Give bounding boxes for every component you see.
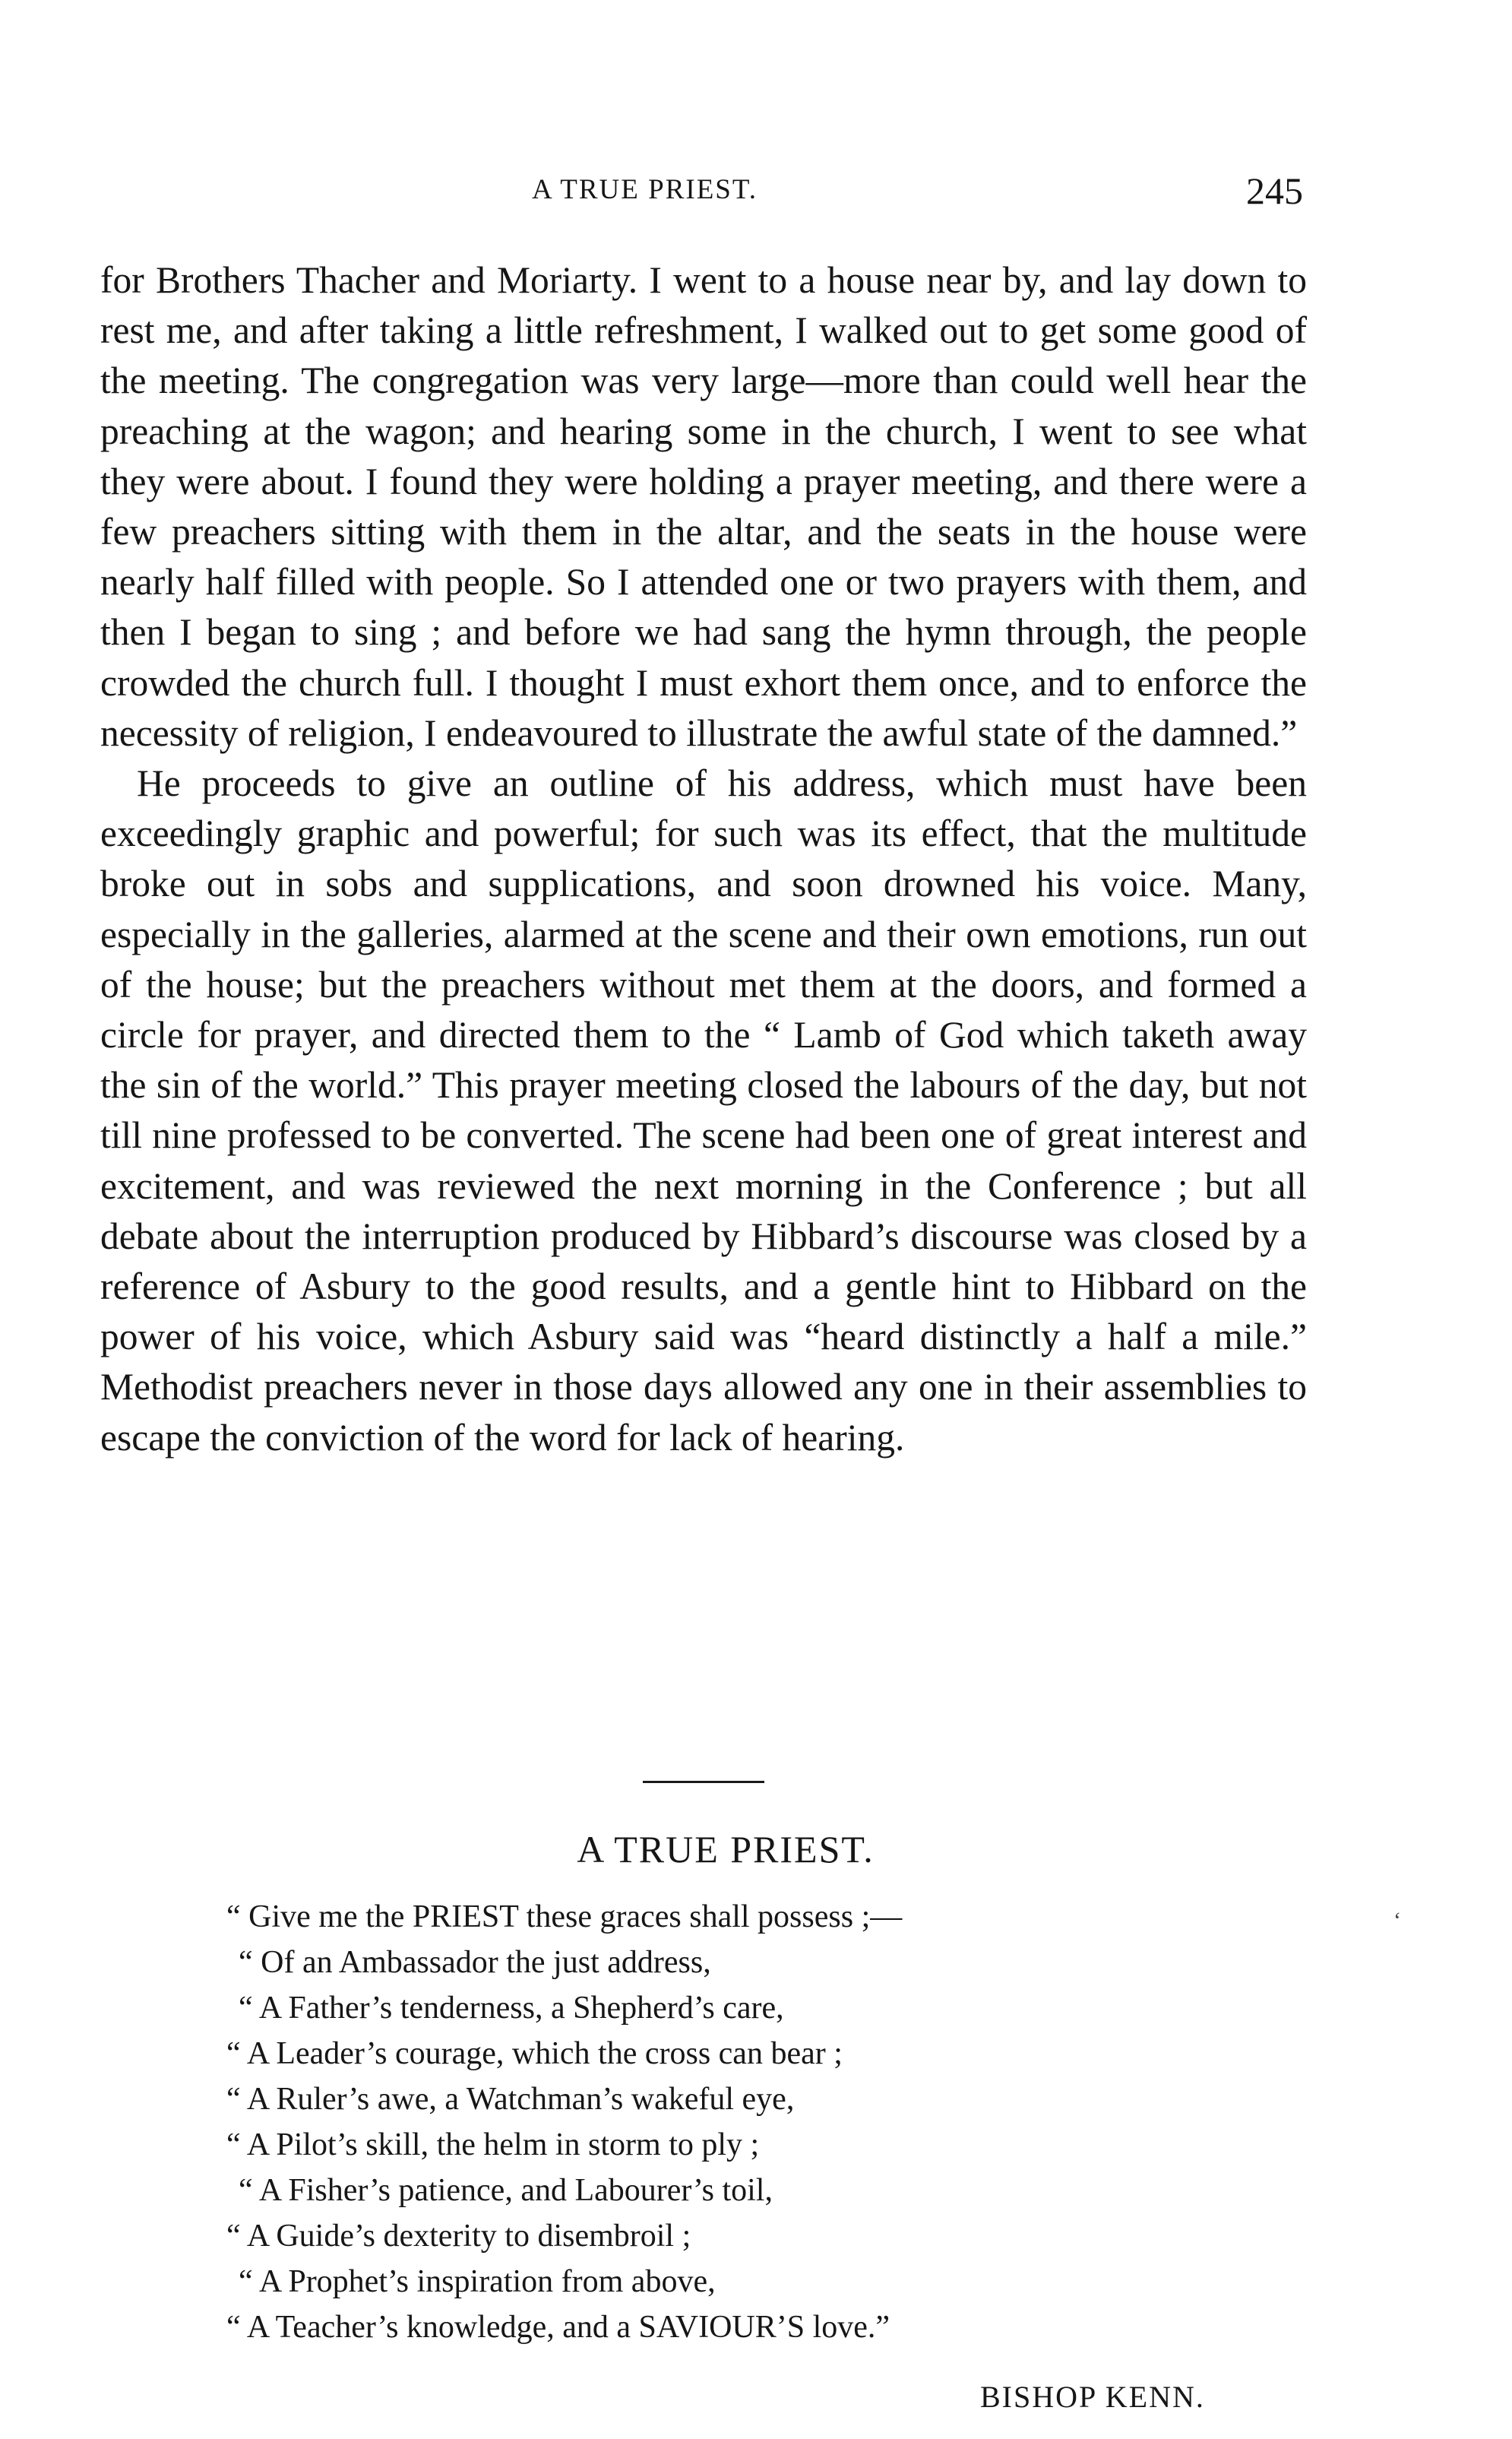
poem-line: “ Give me the PRIEST these graces shall possess ;— [226, 1899, 903, 1934]
running-head [0, 169, 1512, 219]
paragraph-continued: for Brothers Thacher and Moriarty. I went to a house near by, and lay down to rest me, and after taking a little refreshment, I walked out to get some good of the meeting. The congregation was very large—more than could well hear the preaching at the wagon; and hearing some in the church, I went to see what they were about. I found they were holding a prayer meeting, and there were a few preachers sitting with them in the altar, and the seats in the house were nearly half filled with people. So I attended one or two prayers with them, and then I began to sing ; and before we had sang the hymn through, the people crowded the church full. I thought I must exhort them once, and to enforce the necessity of religion, I endeavoured to illustrate the awful state of the damned.” [100, 259, 1307, 754]
paragraph-outline: He proceeds to give an outline of his address, which must have been exceedingly graphic and powerful; for such was its effect, that the multitude broke out in sobs and supplications, and soon drowned his voice. Many, especially in the galleries, alarmed at the scene and their own emotions, run out of the house; but the preachers without met them at the doors, and formed a circle for prayer, and directed them to the “ Lamb of God which taketh away the sin of the world.” This prayer meeting closed the labours of the day, but not till nine professed to be converted. The scene had been one of great interest and excitement, and was reviewed the next morning in the Conference ; but all debate about the interruption produced by Hibbard’s discourse was closed by a reference of Asbury to the good results, and a gentle hint to Hibbard on the power of his voice, which Asbury said was “heard distinctly a half a mile.” Methodist preachers never in those days allowed any one in their assemblies to escape the conviction of the word for lack of hearing. [100, 762, 1307, 1459]
poem-line: “ A Teacher’s knowledge, and a SAVIOUR’S love.” [226, 2310, 890, 2345]
poem-line: “ A Fisher’s patience, and Labourer’s toil, [239, 2173, 773, 2208]
poem-line: “ A Guide’s dexterity to disembroil ; [226, 2219, 691, 2254]
poem-line: “ A Leader’s courage, which the cross can bear ; [226, 2036, 843, 2071]
poem [226, 1894, 1214, 2350]
poem-line: “ Of an Ambassador the just address, [239, 1945, 711, 1980]
poem-line: “ A Ruler’s awe, a Watchman’s wakeful eye, [226, 2082, 795, 2117]
poem-attribution: BISHOP KENN. [980, 2380, 1205, 2414]
poem-title: A TRUE PRIEST. [577, 1828, 875, 1870]
poem-line: “ A Father’s tenderness, a Shepherd’s care, [239, 1991, 784, 2026]
body-text [100, 255, 1307, 1463]
section-divider [643, 1781, 764, 1783]
running-title: A TRUE PRIEST. [532, 174, 758, 205]
poem-line: “ A Prophet’s inspiration from above, [239, 2264, 716, 2299]
poem-line: “ A Pilot’s skill, the helm in storm to ply ; [226, 2127, 760, 2162]
page-number: 245 [1246, 169, 1303, 212]
print-speck: ‘ [1393, 1908, 1401, 1933]
